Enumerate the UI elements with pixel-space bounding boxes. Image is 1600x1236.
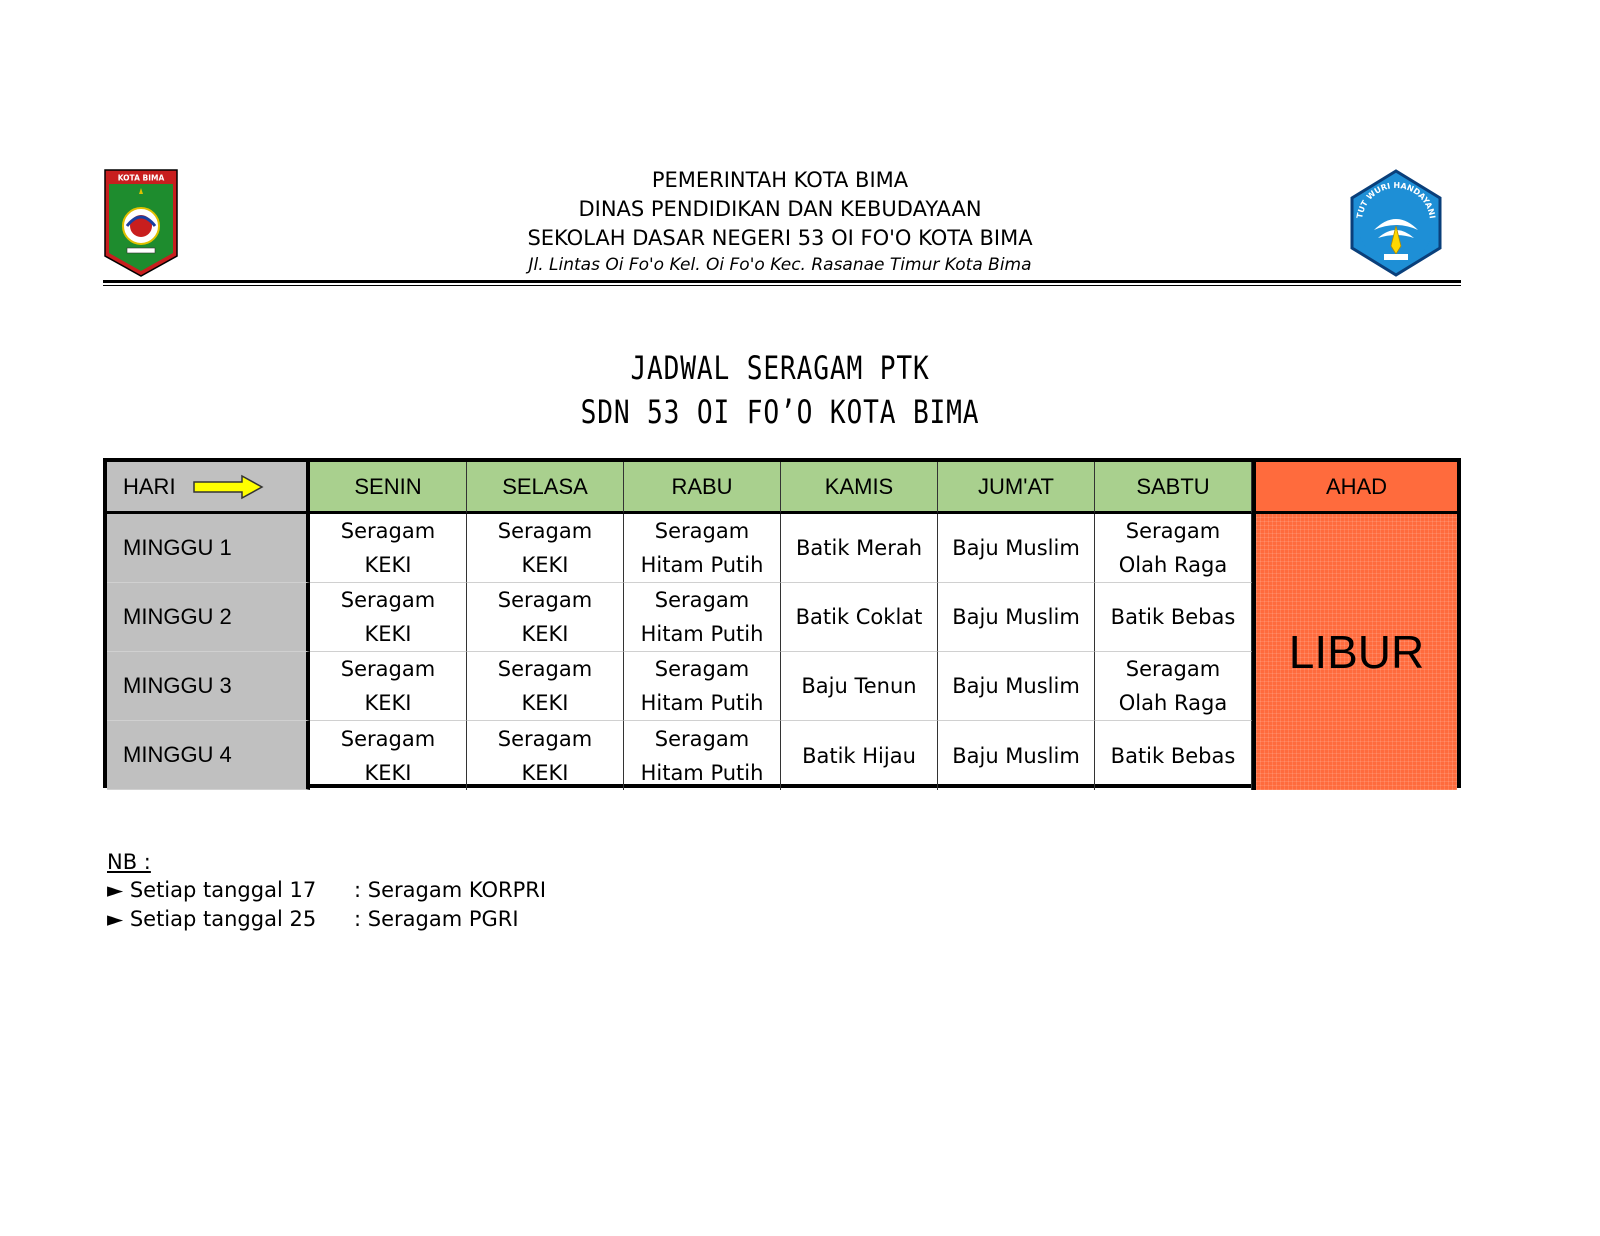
schedule-cell <box>1095 652 1252 721</box>
uniform-text: KEKI <box>364 760 412 785</box>
uniform-text: Seragam <box>497 726 593 751</box>
uniform-text: Hitam Putih <box>640 622 764 646</box>
schedule-cell <box>310 652 467 721</box>
uniform-text: Seragam <box>340 519 436 543</box>
schedule-cell <box>310 583 467 652</box>
day-header-selasa: SELASA <box>467 462 624 514</box>
note-value: : Seragam PGRI <box>354 907 519 931</box>
header-divider-thick <box>103 280 1461 283</box>
uniform-text: Baju Muslim <box>952 743 1080 768</box>
logo-right-text: TUT WURI HANDAYANI <box>1355 180 1437 220</box>
schedule-cell <box>938 583 1095 652</box>
uniform-text: KEKI <box>364 553 412 577</box>
uniform-text: Olah Raga <box>1118 691 1228 715</box>
schedule-cell <box>938 652 1095 721</box>
schedule-cell <box>1095 514 1252 583</box>
schedule-cell <box>938 514 1095 583</box>
note-value: : Seragam KORPRI <box>354 878 547 902</box>
uniform-text: KEKI <box>521 760 569 785</box>
uniform-text: Seragam <box>340 657 436 681</box>
tut-wuri-handayani-logo <box>1344 168 1448 278</box>
uniform-schedule-table <box>103 458 1461 788</box>
uniform-text: Baju Muslim <box>952 536 1080 560</box>
uniform-text: Seragam <box>1125 657 1221 681</box>
schedule-cell <box>310 721 467 790</box>
schedule-cell <box>467 514 624 583</box>
header-government: PEMERINTAH KOTA BIMA <box>651 168 909 192</box>
schedule-cell <box>310 514 467 583</box>
schedule-cell <box>1095 583 1252 652</box>
schedule-cell <box>781 583 938 652</box>
schedule-cell <box>1095 721 1252 790</box>
uniform-text: Seragam <box>654 588 750 612</box>
schedule-cell <box>781 721 938 790</box>
day-header-ahad: AHAD <box>1252 462 1457 514</box>
uniform-text: Olah Raga <box>1118 553 1228 577</box>
arrow-right-icon <box>192 474 264 500</box>
logo-left-text: KOTA BIMA <box>117 173 165 183</box>
week-label: MINGGU 4 <box>107 721 310 790</box>
uniform-text: Baju Muslim <box>952 674 1080 698</box>
day-header-senin: SENIN <box>310 462 467 514</box>
week-label: MINGGU 2 <box>107 583 310 652</box>
page-subtitle: SDN 53 OI FO’O KOTA BIMA <box>580 393 980 431</box>
schedule-cell <box>624 514 781 583</box>
schedule-cell <box>781 514 938 583</box>
uniform-text: Batik Hijau <box>802 743 916 768</box>
header-school: SEKOLAH DASAR NEGERI 53 OI FO'O KOTA BIMA <box>527 226 1033 250</box>
uniform-text: Seragam <box>497 519 593 543</box>
uniform-text: KEKI <box>521 553 569 577</box>
schedule-cell <box>624 583 781 652</box>
ahad-holiday-cell: LIBUR <box>1252 514 1457 790</box>
uniform-text: Seragam <box>654 657 750 681</box>
schedule-cell <box>467 652 624 721</box>
hari-header <box>107 462 310 514</box>
uniform-text: Batik Bebas <box>1110 605 1236 629</box>
day-header-sabtu: SABTU <box>1095 462 1252 514</box>
uniform-text: KEKI <box>364 622 412 646</box>
uniform-text: Batik Merah <box>795 536 923 560</box>
uniform-text: KEKI <box>521 691 569 715</box>
uniform-text: Seragam <box>340 588 436 612</box>
uniform-text: Baju Muslim <box>952 605 1080 629</box>
uniform-text: KEKI <box>364 691 412 715</box>
uniform-text: Seragam <box>654 726 750 751</box>
note-label: ► Setiap tanggal 17 <box>107 878 317 902</box>
notes-title: NB : <box>107 850 151 874</box>
kota-bima-logo <box>103 168 179 278</box>
schedule-cell <box>624 652 781 721</box>
header-divider-thin <box>103 285 1461 286</box>
uniform-text: Hitam Putih <box>640 760 764 785</box>
schedule-cell <box>467 583 624 652</box>
week-label: MINGGU 3 <box>107 652 310 721</box>
page-title: JADWAL SERAGAM PTK <box>630 349 930 387</box>
day-header-rabu: RABU <box>624 462 781 514</box>
uniform-text: Batik Coklat <box>795 605 923 629</box>
uniform-text: Seragam <box>654 519 750 543</box>
header-address: Jl. Lintas Oi Fo'o Kel. Oi Fo'o Kec. Rasanae Timur Kota Bima <box>528 255 1032 275</box>
day-header-jumat: JUM'AT <box>938 462 1095 514</box>
uniform-text: Seragam <box>1125 519 1221 543</box>
week-label: MINGGU 1 <box>107 514 310 583</box>
schedule-cell <box>781 652 938 721</box>
uniform-text: Seragam <box>340 726 436 751</box>
uniform-text: Hitam Putih <box>640 691 764 715</box>
uniform-text: Seragam <box>497 588 593 612</box>
uniform-text: Hitam Putih <box>640 553 764 577</box>
header-department: DINAS PENDIDIKAN DAN KEBUDAYAAN <box>578 197 982 221</box>
schedule-cell <box>938 721 1095 790</box>
uniform-text: Baju Tenun <box>801 674 917 698</box>
hari-label: HARI <box>123 473 176 499</box>
day-header-kamis: KAMIS <box>781 462 938 514</box>
schedule-cell <box>467 721 624 790</box>
uniform-text: Batik Bebas <box>1110 743 1236 768</box>
note-label: ► Setiap tanggal 25 <box>107 907 317 931</box>
uniform-text: Seragam <box>497 657 593 681</box>
uniform-text: KEKI <box>521 622 569 646</box>
schedule-cell <box>624 721 781 790</box>
